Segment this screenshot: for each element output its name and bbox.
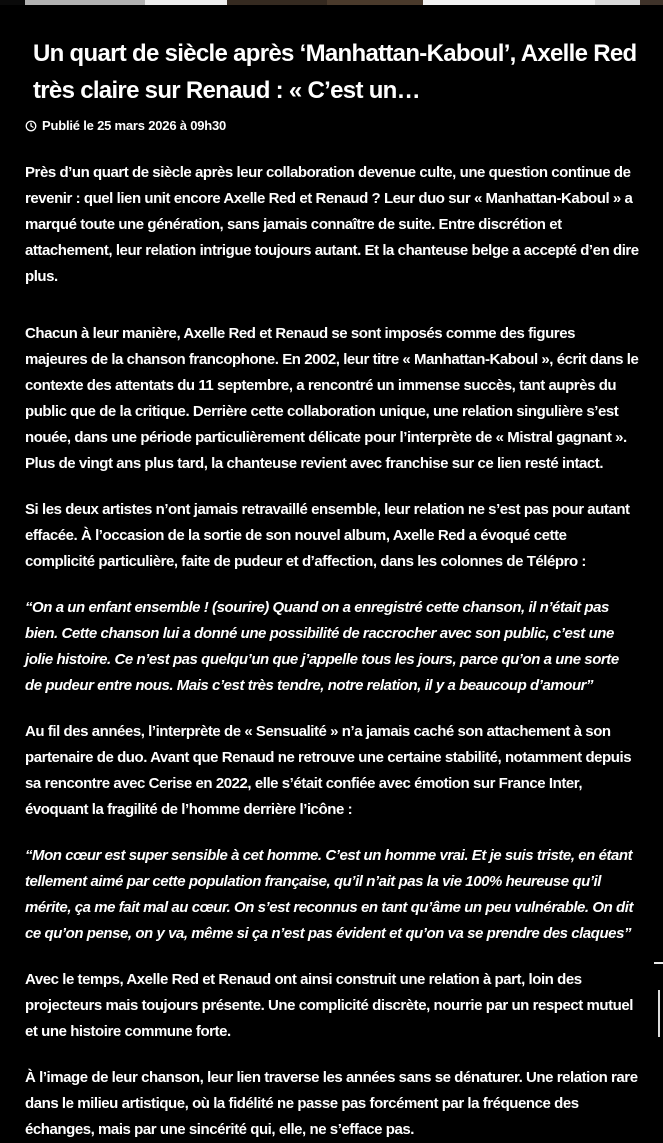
published-row: [25, 118, 639, 133]
article-title: Un quart de siècle après ‘Manhattan-Kaboul’, Axelle Red très claire sur Renaud : « C’est un…: [33, 40, 637, 104]
photo-strip-segment: [595, 0, 640, 5]
article-paragraph: Avec le temps, Axelle Red et Renaud ont ainsi construit une relation à part, loin des projecteurs mais toujours présente. Une complicité discrète, nourrie par un respect mutuel et une histoire commune forte.: [25, 971, 634, 1040]
photo-strip-segment: [227, 0, 327, 5]
article-paragraph: À l’image de leur chanson, leur lien traverse les années sans se dénaturer. Une relation rare dans le milieu artistique, où la fidélité ne passe pas forcément par la fréquence des échanges, mais par une sincérité qui, elle, ne s’efface pas.: [25, 1069, 638, 1138]
photo-strip-segment: [145, 0, 227, 5]
scrollbar-dash[interactable]: [654, 962, 663, 964]
header-photo-strip: [0, 0, 663, 5]
scrollbar-thumb[interactable]: [658, 990, 660, 1037]
photo-strip-segment: [0, 0, 25, 5]
article-paragraph: Chacun à leur manière, Axelle Red et Renaud se sont imposés comme des figures majeures de la chanson francophone. En 2002, leur titre « Manhattan-Kaboul », écrit dans le contexte des attentats du 11 septembre, a rencontré un immense succès, tant auprès du public que de la critique. Derrière cette collaboration unique, une relation singulière s’est nouée, dans une période particulièrement délicate pour l’interprète de « Mistral gagnant ». Plus de vingt ans plus tard, la chanteuse revient avec franchise sur ce lien resté intact.: [25, 325, 639, 472]
article-body: [0, 35, 663, 1143]
clock-icon: [25, 120, 37, 132]
photo-strip-segment: [423, 0, 595, 5]
article-paragraph: Si les deux artistes n’ont jamais retravaillé ensemble, leur relation ne s’est pas pour autant effacée. À l’occasion de la sortie de son nouvel album, Axelle Red a évoqué cette complicité particulière, faite de pudeur et d’affection, dans les colonnes de Télépro :: [25, 501, 630, 570]
article-quote: “On a un enfant ensemble ! (sourire) Quand on a enregistré cette chanson, il n’était pas bien. Cette chanson lui a donné une possibilité de raccrocher avec son public, c’est une jolie histoire. Ce n’est pas quelqu’un que j’appelle tous les jours, parce qu’on a une sorte de pudeur entre nous. Mais c’est très tendre, notre relation, il y a beaucoup d’amour”: [25, 599, 619, 694]
article-paragraph: Au fil des années, l’interprète de « Sensualité » n’a jamais caché son attachement à son partenaire de duo. Avant que Renaud ne retrouve une certaine stabilité, notamment depuis sa rencontre avec Cerise en 2022, elle s’était confiée avec émotion sur France Inter, évoquant la fragilité de l’homme derrière l’icône :: [25, 723, 632, 818]
article-quote: “Mon cœur est super sensible à cet homme. C’est un homme vrai. Et je suis triste, en étant tellement aimé par cette population française, qu’il n’ait pas la vie 100% heureuse qu’il mérite, ça me fait mal au cœur. On s’est reconnus en tant qu’âme un peu vulnérable. On dit ce qu’on pense, on y va, même si ça n’est pas évident et qu’on va se prendre des claques”: [25, 847, 633, 942]
photo-strip-segment: [327, 0, 423, 5]
published-date: Publié le 25 mars 2026 à 09h30: [42, 118, 227, 133]
photo-strip-segment: [640, 0, 663, 5]
photo-strip-segment: [25, 0, 145, 5]
article-lead: Près d’un quart de siècle après leur collaboration devenue culte, une question continue de revenir : quel lien unit encore Axelle Red et Renaud ? Leur duo sur « Manhattan-Kaboul » a marqué toute une génération, sans jamais connaître de suite. Entre discrétion et attachement, leur relation intrigue toujours autant. Et la chanteuse belge a accepté d’en dire plus.: [25, 164, 639, 285]
